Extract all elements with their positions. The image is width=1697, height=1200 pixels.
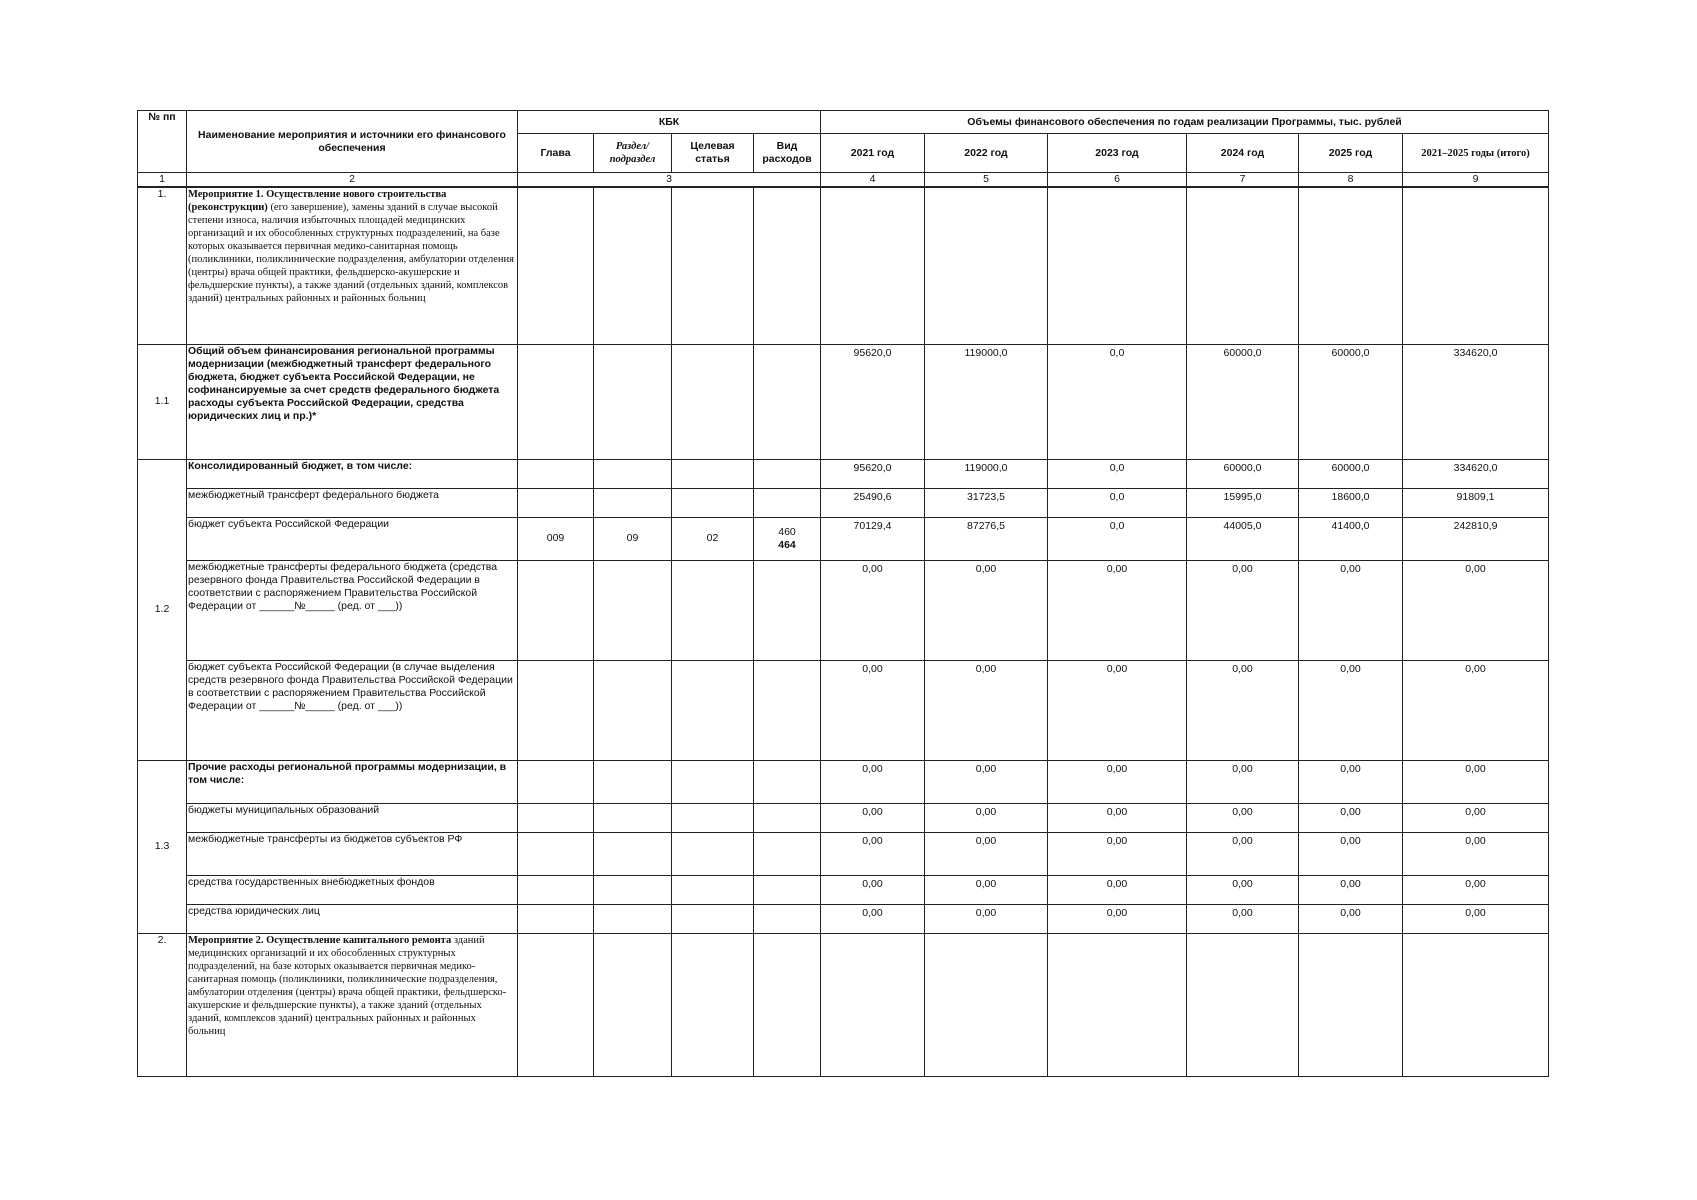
header-name: Наименование мероприятия и источники его финансового обеспечения: [187, 111, 518, 173]
table-row-1-2-a: [138, 459, 1549, 488]
table-row-measure-2: [138, 933, 1549, 1076]
value-2024: 15995,0: [1187, 488, 1299, 517]
value-total: 0,00: [1403, 875, 1549, 904]
row-1-1-name: Общий объем финансирования региональной программы модернизации (межбюджетный трансферт федерального бюджета, бюджет субъекта Российской Федерации, не софинансируемые за счет средств федерального бюджета расходы субъекта Российской Федерации, средства юридических лиц и пр.)*: [187, 344, 518, 459]
value-2023: 0,00: [1048, 803, 1187, 832]
value-2024: 60000,0: [1187, 459, 1299, 488]
header-2025: 2025 год: [1299, 134, 1403, 173]
kbk-vid-2: 464: [778, 538, 796, 551]
row-name: межбюджетные трансферты федерального бюджета (средства резервного фонда Правительства Российской Федерации в соответствии с распоряжением Правительства Российской Федерации от ______№_____ (ред. от ___)): [187, 560, 518, 660]
value-2021: 0,00: [821, 660, 925, 760]
colnum: 9: [1403, 173, 1549, 188]
header-volumes: Объемы финансового обеспечения по годам реализации Программы, тыс. рублей: [821, 111, 1549, 134]
measure-1-name: [187, 187, 518, 344]
value-2021: 0,00: [821, 875, 925, 904]
value-2022: 0,00: [925, 803, 1048, 832]
value-2025: 0,00: [1299, 803, 1403, 832]
value-2023: 0,00: [1048, 832, 1187, 875]
row-name: бюджет субъекта Российской Федерации: [187, 517, 518, 560]
table-row-1-3-e: [138, 904, 1549, 933]
value-total: 0,00: [1403, 560, 1549, 660]
value-2025: 41400,0: [1299, 517, 1403, 560]
header-celevaya: Целевая статья: [672, 134, 754, 173]
table-row-1-3-d: [138, 875, 1549, 904]
value-2023: 0,0: [1048, 459, 1187, 488]
value-2021: 0,00: [821, 904, 925, 933]
value-2022: 0,00: [925, 760, 1048, 803]
row-name: Прочие расходы региональной программы модернизации, в том числе:: [187, 760, 518, 803]
table-row-1-2-e: [138, 660, 1549, 760]
table-row-1-3-a: [138, 760, 1549, 803]
table-row-1-3-c: [138, 832, 1549, 875]
header-row-1: [138, 111, 1549, 134]
colnum: 1: [138, 173, 187, 188]
value-2021: 0,00: [821, 560, 925, 660]
value-2021: 0,00: [821, 803, 925, 832]
value-2025: 60000,0: [1299, 459, 1403, 488]
colnum: 6: [1048, 173, 1187, 188]
measure-2-text: зданий медицинских организаций и их обособленных структурных подразделений, на базе которых оказывается первичная медико-санитарная помощь (поликлиники, поликлинические подразделения, амбулатории отделения (центры) врача общей практики, фельдшерско-акушерские и фельдшерские пункты), а также зданий (отдельных зданий, комплексов зданий) центральных районных и районных больниц: [188, 934, 507, 1037]
value-2023: 0,0: [1048, 488, 1187, 517]
value-2021: 0,00: [821, 832, 925, 875]
header-kbk: КБК: [518, 111, 821, 134]
value-total: 242810,9: [1403, 517, 1549, 560]
table-row-1-2-b: [138, 488, 1549, 517]
header-total: 2021–2025 годы (итого): [1403, 134, 1549, 173]
colnum: 4: [821, 173, 925, 188]
measure-2-name: [187, 933, 518, 1076]
row-name: Консолидированный бюджет, в том числе:: [187, 459, 518, 488]
value-2024: 60000,0: [1187, 344, 1299, 459]
value-2025: 0,00: [1299, 760, 1403, 803]
value-2022: 119000,0: [925, 459, 1048, 488]
header-razdel: Раздел/ подраздел: [594, 134, 672, 173]
table-row-1-2-c: [138, 517, 1549, 560]
table-row-1-2-d: [138, 560, 1549, 660]
value-2022: 0,00: [925, 904, 1048, 933]
value-total: 0,00: [1403, 760, 1549, 803]
header-2024: 2024 год: [1187, 134, 1299, 173]
column-number-row: [138, 173, 1549, 188]
value-2024: 0,00: [1187, 560, 1299, 660]
header-vid: Вид расходов: [754, 134, 821, 173]
colnum: 7: [1187, 173, 1299, 188]
row-index: 1.1: [138, 344, 187, 459]
value-2021: 25490,6: [821, 488, 925, 517]
value-total: 91809,1: [1403, 488, 1549, 517]
header-2021: 2021 год: [821, 134, 925, 173]
value-2022: 119000,0: [925, 344, 1048, 459]
table-row-1-3-b: [138, 803, 1549, 832]
header-num: № пп: [138, 111, 187, 173]
value-2022: 87276,5: [925, 517, 1048, 560]
measure-1-title: Мероприятие 1. Осуществление нового строительства (реконструкции): [188, 189, 447, 213]
row-name: межбюджетный трансферт федерального бюджета: [187, 488, 518, 517]
measure-1-text: (его завершение), замены зданий в случае высокой степени износа, наличия избыточных площадей медицинских организаций и их обособленных структурных подразделений, на базе которых оказывается первичная медико-санитарная помощь (поликлиники, поликлинические подразделения, амбулатории отделения (центры) врача общей практики, фельдшерско-акушерские и фельдшерские пункты), а также зданий (отдельных зданий, комплексов зданий) центральных районных и районных больниц: [188, 202, 514, 304]
colnum: 8: [1299, 173, 1403, 188]
value-2025: 0,00: [1299, 560, 1403, 660]
colnum: 3: [518, 173, 821, 188]
value-total: 0,00: [1403, 803, 1549, 832]
value-2025: 18600,0: [1299, 488, 1403, 517]
finance-table: [137, 110, 1549, 1077]
header-2022: 2022 год: [925, 134, 1048, 173]
value-2021: 95620,0: [821, 344, 925, 459]
value-2024: 0,00: [1187, 660, 1299, 760]
value-2023: 0,00: [1048, 560, 1187, 660]
row-name: бюджет субъекта Российской Федерации (в случае выделения средств резервного фонда Правительства Российской Федерации в соответствии с распоряжением Правительства Российской Федерации от ______№_____ (ред. от ___)): [187, 660, 518, 760]
row-name: бюджеты муниципальных образований: [187, 803, 518, 832]
row-index: 1.3: [138, 760, 187, 933]
finance-table-wrapper: [137, 110, 1548, 1077]
value-total: 0,00: [1403, 832, 1549, 875]
value-2022: 0,00: [925, 875, 1048, 904]
header-2023: 2023 год: [1048, 134, 1187, 173]
kbk-celevaya: 02: [672, 517, 754, 560]
colnum: 5: [925, 173, 1048, 188]
value-2024: 0,00: [1187, 832, 1299, 875]
colnum: 2: [187, 173, 518, 188]
value-2022: 0,00: [925, 560, 1048, 660]
value-2024: 0,00: [1187, 904, 1299, 933]
row-index: 1.: [138, 187, 187, 344]
header-glava: Глава: [518, 134, 594, 173]
kbk-glava: 009: [518, 517, 594, 560]
row-index: 2.: [138, 933, 187, 1076]
row-name: средства государственных внебюджетных фондов: [187, 875, 518, 904]
value-2024: 0,00: [1187, 875, 1299, 904]
value-2025: 0,00: [1299, 832, 1403, 875]
kbk-vid-1: 460: [778, 525, 796, 538]
value-2025: 60000,0: [1299, 344, 1403, 459]
kbk-razdel: 09: [594, 517, 672, 560]
value-2023: 0,0: [1048, 517, 1187, 560]
value-2024: 44005,0: [1187, 517, 1299, 560]
value-2023: 0,00: [1048, 660, 1187, 760]
value-2021: 70129,4: [821, 517, 925, 560]
table-row-measure-1: [138, 187, 1549, 344]
value-2023: 0,0: [1048, 344, 1187, 459]
value-2022: 0,00: [925, 832, 1048, 875]
value-2023: 0,00: [1048, 875, 1187, 904]
value-2023: 0,00: [1048, 904, 1187, 933]
row-name: межбюджетные трансферты из бюджетов субъектов РФ: [187, 832, 518, 875]
value-2025: 0,00: [1299, 904, 1403, 933]
value-2021: 0,00: [821, 760, 925, 803]
kbk-vid: [754, 517, 821, 560]
value-2025: 0,00: [1299, 660, 1403, 760]
value-2021: 95620,0: [821, 459, 925, 488]
row-name: средства юридических лиц: [187, 904, 518, 933]
value-2024: 0,00: [1187, 760, 1299, 803]
value-total: 334620,0: [1403, 459, 1549, 488]
value-2023: 0,00: [1048, 760, 1187, 803]
table-row-1-1: [138, 344, 1549, 459]
value-2024: 0,00: [1187, 803, 1299, 832]
value-total: 0,00: [1403, 660, 1549, 760]
value-2025: 0,00: [1299, 875, 1403, 904]
value-2022: 0,00: [925, 660, 1048, 760]
value-2022: 31723,5: [925, 488, 1048, 517]
value-total: 0,00: [1403, 904, 1549, 933]
row-index: 1.2: [138, 459, 187, 760]
value-total: 334620,0: [1403, 344, 1549, 459]
measure-2-title: Мероприятие 2. Осуществление капитального ремонта: [188, 934, 452, 946]
